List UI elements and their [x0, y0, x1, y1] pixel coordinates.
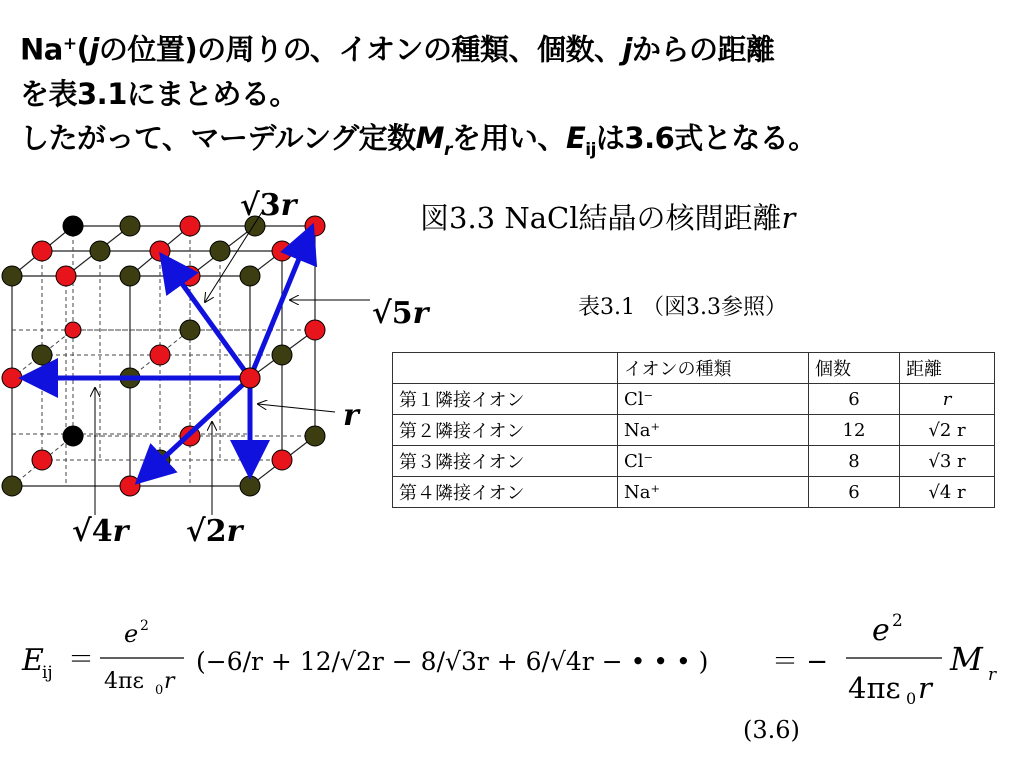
formula-E: E — [22, 643, 44, 678]
label-sqrt2r: √2r — [186, 514, 243, 549]
table-row — [393, 446, 995, 477]
formula-rhs-denominator-sub: 0 — [906, 689, 917, 708]
formula-M: M — [950, 640, 983, 678]
formula-M-sub: r — [988, 665, 997, 685]
table-cell: 第２隣接イオン — [393, 415, 618, 446]
table-row — [393, 384, 995, 415]
intro-line-3: したがって、マーデルング定数$M_r$を用い、$E_{ij}$は3.6式となる。 — [20, 120, 817, 160]
table-cell: r — [900, 384, 995, 415]
formula-denominator-r: r — [164, 669, 175, 694]
label-pointers — [95, 212, 370, 515]
formula-rhs-denominator-r: r — [918, 671, 932, 705]
table-cell: 12 — [809, 415, 900, 446]
formula-equals-minus: ＝ − — [772, 647, 829, 677]
madelung-formula — [0, 600, 1024, 710]
equation-number: (3.6) — [743, 716, 800, 744]
formula-rhs-numerator-e: e — [872, 613, 890, 648]
label-sqrt4r: √4r — [72, 514, 129, 549]
table-cell: 6 — [809, 384, 900, 415]
formula-numerator-e: e — [124, 620, 139, 648]
intro-line-1: Na+(jの位置)の周りの、イオンの種類、個数、jからの距離 — [20, 32, 775, 67]
formula-series: (−6/r + 12/√2r − 8/√3r + 6/√4r − • • • ) — [196, 647, 709, 676]
table-cell: 第１隣接イオン — [393, 384, 618, 415]
table-cell: Na⁺ — [618, 477, 809, 508]
formula-equals: ＝ — [68, 645, 95, 675]
lattice-atoms — [2, 216, 325, 496]
formula-rhs-denominator: 4πε — [848, 671, 901, 705]
table-header-cell: 距離 — [900, 353, 995, 384]
table-cell: 8 — [809, 446, 900, 477]
nacl-lattice-diagram — [0, 190, 380, 520]
table-header-row — [393, 353, 995, 384]
table-cell: 第３隣接イオン — [393, 446, 618, 477]
formula-denominator-sub: 0 — [155, 683, 164, 698]
formula-denominator: 4πε — [104, 669, 144, 694]
table-cell: Cl⁻ — [618, 446, 809, 477]
table-row — [393, 415, 995, 446]
formula-ij: ij — [42, 663, 53, 683]
intro-line-2: を表3.1にまとめる。 — [20, 76, 298, 111]
center-na-ion — [240, 368, 260, 388]
table-cell: 第４隣接イオン — [393, 477, 618, 508]
table-cell: √3 r — [900, 446, 995, 477]
table-cell: Cl⁻ — [618, 384, 809, 415]
table-caption: 表3.1 （図3.3参照） — [578, 295, 787, 320]
neighbor-ions-table — [392, 352, 995, 508]
label-sqrt3r: √3r — [240, 188, 297, 223]
formula-numerator-exp: 2 — [140, 618, 149, 634]
table-cell: 6 — [809, 477, 900, 508]
label-sqrt5r: √5r — [372, 296, 429, 331]
label-r: r — [343, 398, 359, 433]
table-row — [393, 477, 995, 508]
intro-text — [20, 22, 1010, 171]
table-cell: √2 r — [900, 415, 995, 446]
formula-rhs-numerator-exp: 2 — [892, 611, 903, 631]
table-cell: √4 r — [900, 477, 995, 508]
table-header-cell — [393, 353, 618, 384]
table-header-cell: イオンの種類 — [618, 353, 809, 384]
table-cell: Na⁺ — [618, 415, 809, 446]
table-header-cell: 個数 — [809, 353, 900, 384]
figure-caption: 図3.3 NaCl結晶の核間距離r — [420, 201, 796, 235]
